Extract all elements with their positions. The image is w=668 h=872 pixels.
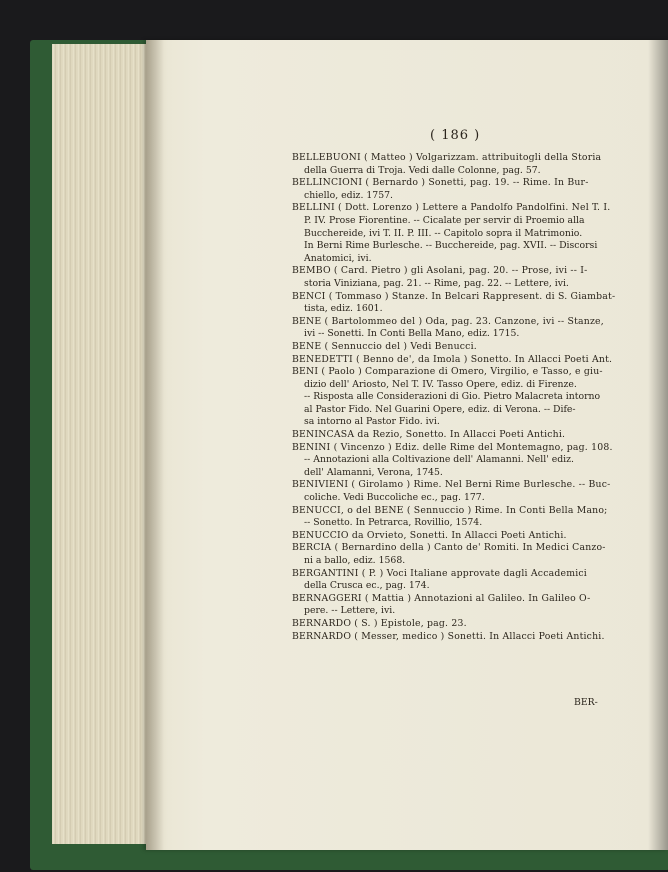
- entry-line: BENCI ( Tommaso ) Stanze. In Belcari Rappresent. di S. Giambat-: [292, 290, 616, 302]
- page-number: ( 186 ): [430, 128, 481, 143]
- entry-line: P. IV. Prose Fiorentine. -- Cicalate per servir di Proemio alla: [304, 214, 585, 226]
- entry-line: -- Risposta alle Considerazioni di Gio. Pietro Malacreta intorno: [304, 391, 601, 403]
- index-entry: [292, 354, 640, 367]
- index-entry: [292, 429, 640, 442]
- entry-line: ni a ballo, ediz. 1568.: [304, 555, 406, 566]
- catchword: BER-: [574, 697, 598, 708]
- entry-line: della Guerra di Troja. Vedi dalle Colonne, pag. 57.: [304, 164, 541, 176]
- entry-line: BENINCASA da Rezio, Sonetto. In Allacci Poeti Antichi.: [292, 429, 566, 441]
- index-entry: [292, 593, 640, 618]
- entry-line: BENINI ( Vincenzo ) Ediz. delle Rime del Montemagno, pag. 108.: [292, 441, 613, 453]
- index-entry: [292, 202, 640, 265]
- entry-line: chiello, ediz. 1757.: [304, 189, 393, 201]
- entry-line: BENE ( Bartolommeo del ) Oda, pag. 23. Canzone, ivi -- Stanze,: [292, 315, 604, 327]
- index-entry: [292, 530, 640, 543]
- entry-line: della Crusca ec., pag. 174.: [304, 580, 430, 592]
- index-entry: [292, 542, 640, 567]
- entry-line: Bucchereide, ivi T. II. P. III. -- Capitolo sopra il Matrimonio.: [304, 227, 583, 239]
- entry-line: al Pastor Fido. Nel Guarini Opere, ediz. di Verona. -- Dife-: [304, 403, 576, 415]
- index-entry: [292, 341, 640, 354]
- index-entry: [292, 177, 640, 202]
- entry-line: BENUCCIO da Orvieto, Sonetti. In Allacci Poeti Antichi.: [292, 529, 567, 541]
- entry-line: BERCIA ( Bernardino della ) Canto de' Romiti. In Medici Canzo-: [292, 542, 606, 554]
- entry-line: BENE ( Sennuccio del ) Vedi Benucci.: [292, 340, 477, 352]
- entry-line: tista, ediz. 1601.: [304, 303, 383, 315]
- entry-line: BERNARDO ( Messer, medico ) Sonetti. In Allacci Poeti Antichi.: [292, 630, 605, 642]
- entry-line: ivi -- Sonetti. In Conti Bella Mano, ediz. 1715.: [304, 328, 520, 340]
- index-entry: [292, 618, 640, 631]
- entry-line: -- Annotazioni alla Coltivazione dell' Alamanni. Nell' ediz.: [304, 454, 575, 466]
- entry-line: BENI ( Paolo ) Comparazione di Omero, Virgilio, e Tasso, e giu-: [292, 366, 603, 378]
- index-entry: [292, 316, 640, 341]
- index-entry: [292, 568, 640, 593]
- entry-line: storia Viniziana, pag. 21. -- Rime, pag. 22. -- Lettere, ivi.: [304, 277, 569, 289]
- index-entries: [292, 152, 640, 643]
- entry-line: dizio dell' Ariosto, Nel T. IV. Tasso Opere, ediz. di Firenze.: [304, 378, 577, 390]
- index-entry: [292, 631, 640, 644]
- index-entry: [292, 152, 640, 177]
- index-entry: [292, 442, 640, 480]
- index-entry: [292, 366, 640, 429]
- index-entry: [292, 291, 640, 316]
- entry-line: BENIVIENI ( Girolamo ) Rime. Nel Berni Rime Burlesche. -- Buc-: [292, 479, 611, 491]
- entry-line: In Berni Rime Burlesche. -- Bucchereide, pag. XVII. -- Discorsi: [304, 240, 598, 252]
- entry-line: -- Sonetto. In Petrarca, Rovillio, 1574.: [304, 517, 483, 529]
- entry-line: BERGANTINI ( P. ) Voci Italiane approvate dagli Accademici: [292, 567, 587, 579]
- entry-line: BELLINI ( Dott. Lorenzo ) Lettere a Pandolfo Pandolfini. Nel T. I.: [292, 202, 611, 214]
- index-entry: [292, 479, 640, 504]
- entry-line: dell' Alamanni, Verona, 1745.: [304, 466, 443, 478]
- entry-line: Anatomici, ivi.: [304, 252, 372, 264]
- entry-line: BENEDETTI ( Benno de', da Imola ) Sonetto. In Allacci Poeti Ant.: [292, 353, 613, 365]
- entry-line: BENUCCI, o del BENE ( Sennuccio ) Rime. In Conti Bella Mano;: [292, 504, 608, 516]
- page-edge-shadow: [648, 40, 668, 850]
- entry-line: pere. -- Lettere, ivi.: [304, 605, 396, 617]
- index-entry: [292, 265, 640, 290]
- entry-line: BELLINCIONI ( Bernardo ) Sonetti, pag. 19. -- Rime. In Bur-: [292, 177, 589, 189]
- entry-line: BELLEBUONI ( Matteo ) Volgarizzam. attribuitogli della Storia: [292, 152, 602, 163]
- index-entry: [292, 505, 640, 530]
- entry-line: BERNARDO ( S. ) Epistole, pag. 23.: [292, 617, 467, 629]
- gutter-shadow: [146, 40, 164, 850]
- entry-line: sa intorno al Pastor Fido. ivi.: [304, 416, 440, 428]
- entry-line: BEMBO ( Card. Pietro ) gli Asolani, pag. 20. -- Prose, ivi -- I-: [292, 265, 588, 277]
- entry-line: coliche. Vedi Buccoliche ec., pag. 177.: [304, 492, 485, 504]
- entry-line: BERNAGGERI ( Mattia ) Annotazioni al Galileo. In Galileo O-: [292, 592, 591, 604]
